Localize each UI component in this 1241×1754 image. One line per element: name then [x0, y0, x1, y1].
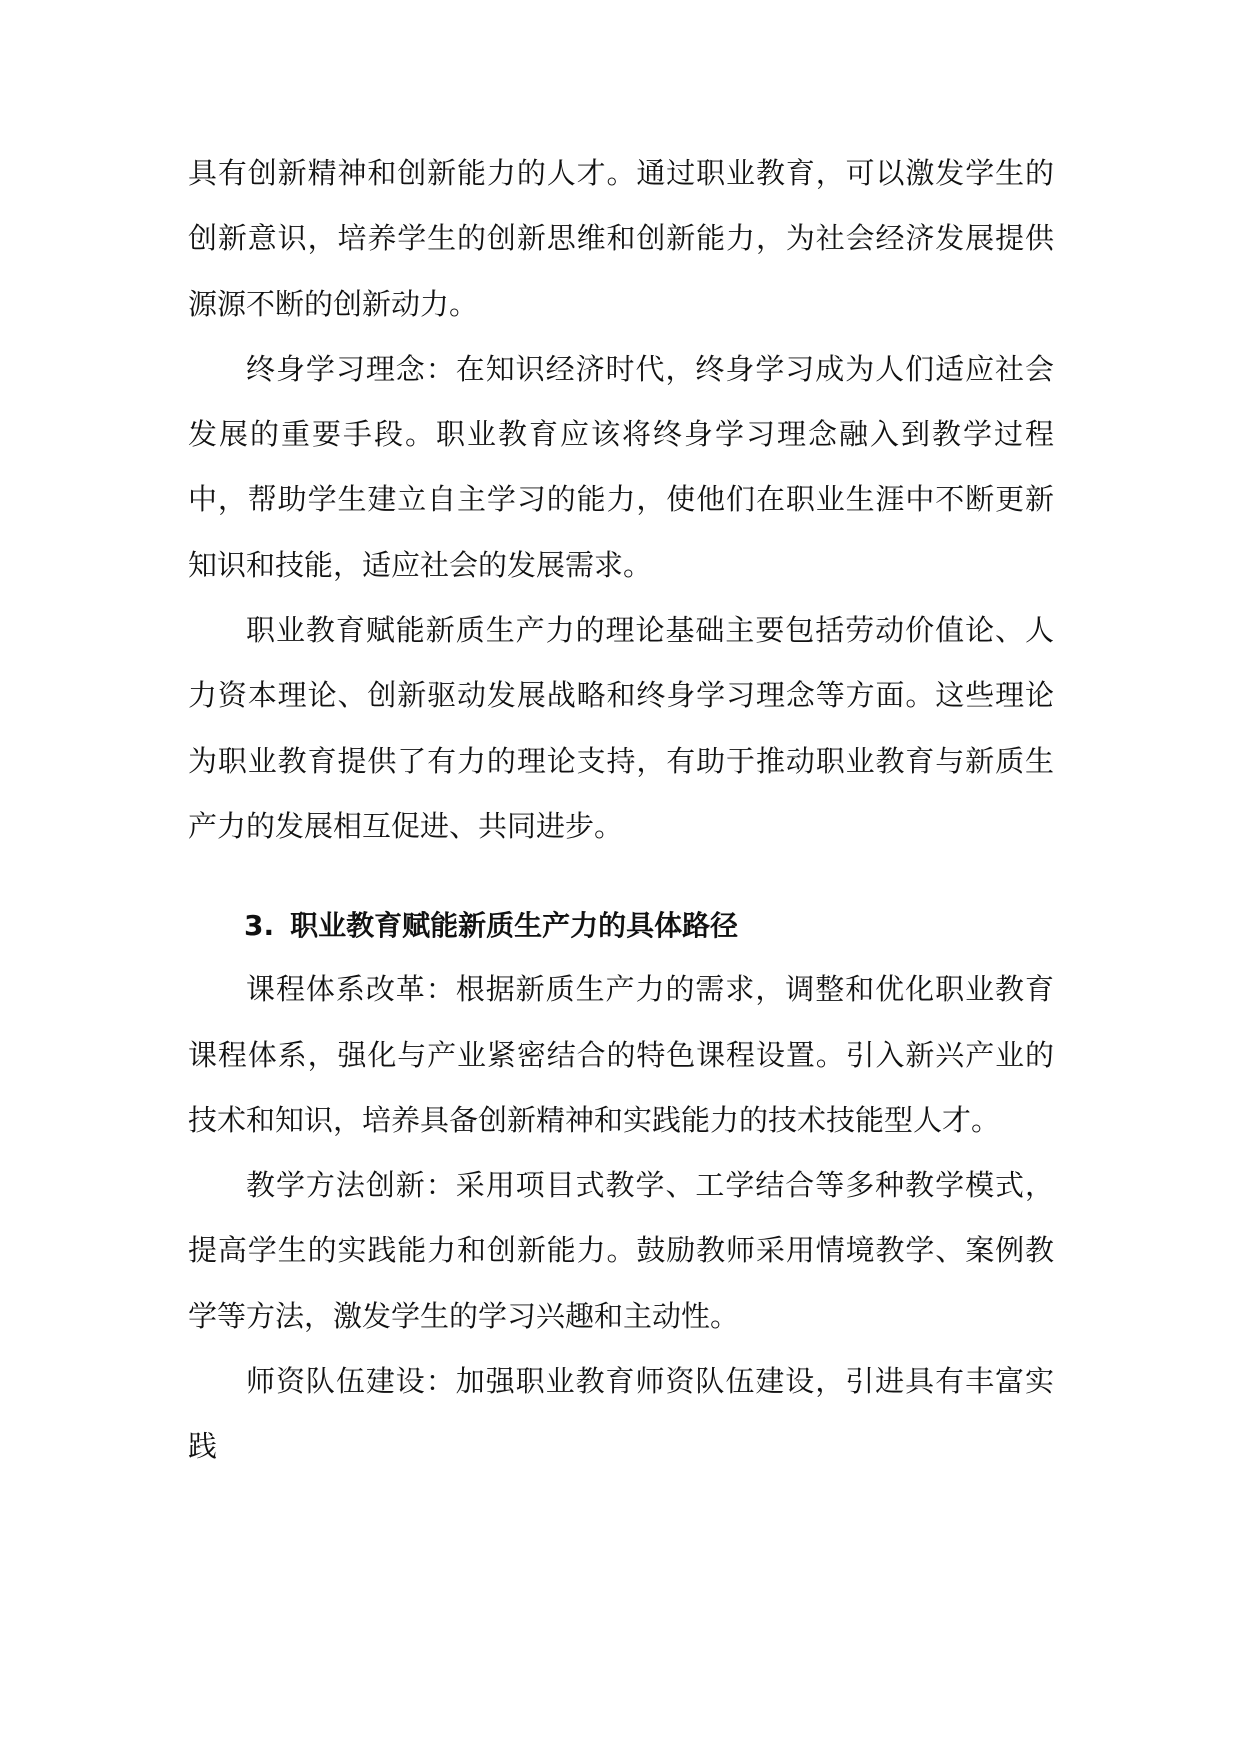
paragraph-theory-summary: 职业教育赋能新质生产力的理论基础主要包括劳动价值论、人力资本理论、创新驱动发展战略和终身学习理念等方面。这些理论为职业教育提供了有力的理论支持，有助于推动职业教育与新质生产力的发展相互促进、共同进步。 [188, 613, 1054, 843]
paragraph-curriculum-reform: 课程体系改革：根据新质生产力的需求，调整和优化职业教育课程体系，强化与产业紧密结合的特色课程设置。引入新兴产业的技术和知识，培养具备创新精神和实践能力的技术技能型人才。 [188, 972, 1054, 1137]
paragraph-innovation-continued: 具有创新精神和创新能力的人才。通过职业教育，可以激发学生的创新意识，培养学生的创新思维和创新能力，为社会经济发展提供源源不断的创新动力。 [188, 156, 1054, 321]
document-body [188, 141, 1054, 1480]
section-heading [188, 895, 1054, 957]
section-number: 3. [244, 909, 275, 943]
section-title: 职业教育赋能新质生产力的具体路径 [290, 909, 739, 943]
paragraph-faculty-building: 师资队伍建设：加强职业教育师资队伍建设，引进具有丰富实践 [188, 1364, 1054, 1464]
paragraph-lifelong-learning: 终身学习理念：在知识经济时代，终身学习成为人们适应社会发展的重要手段。职业教育应该将终身学习理念融入到教学过程中，帮助学生建立自主学习的能力，使他们在职业生涯中不断更新知识和技能，适应社会的发展需求。 [188, 351, 1054, 582]
paragraph-teaching-innovation: 教学方法创新：采用项目式教学、工学结合等多种教学模式，提高学生的实践能力和创新能力。鼓励教师采用情境教学、案例教学等方法，激发学生的学习兴趣和主动性。 [188, 1168, 1054, 1333]
